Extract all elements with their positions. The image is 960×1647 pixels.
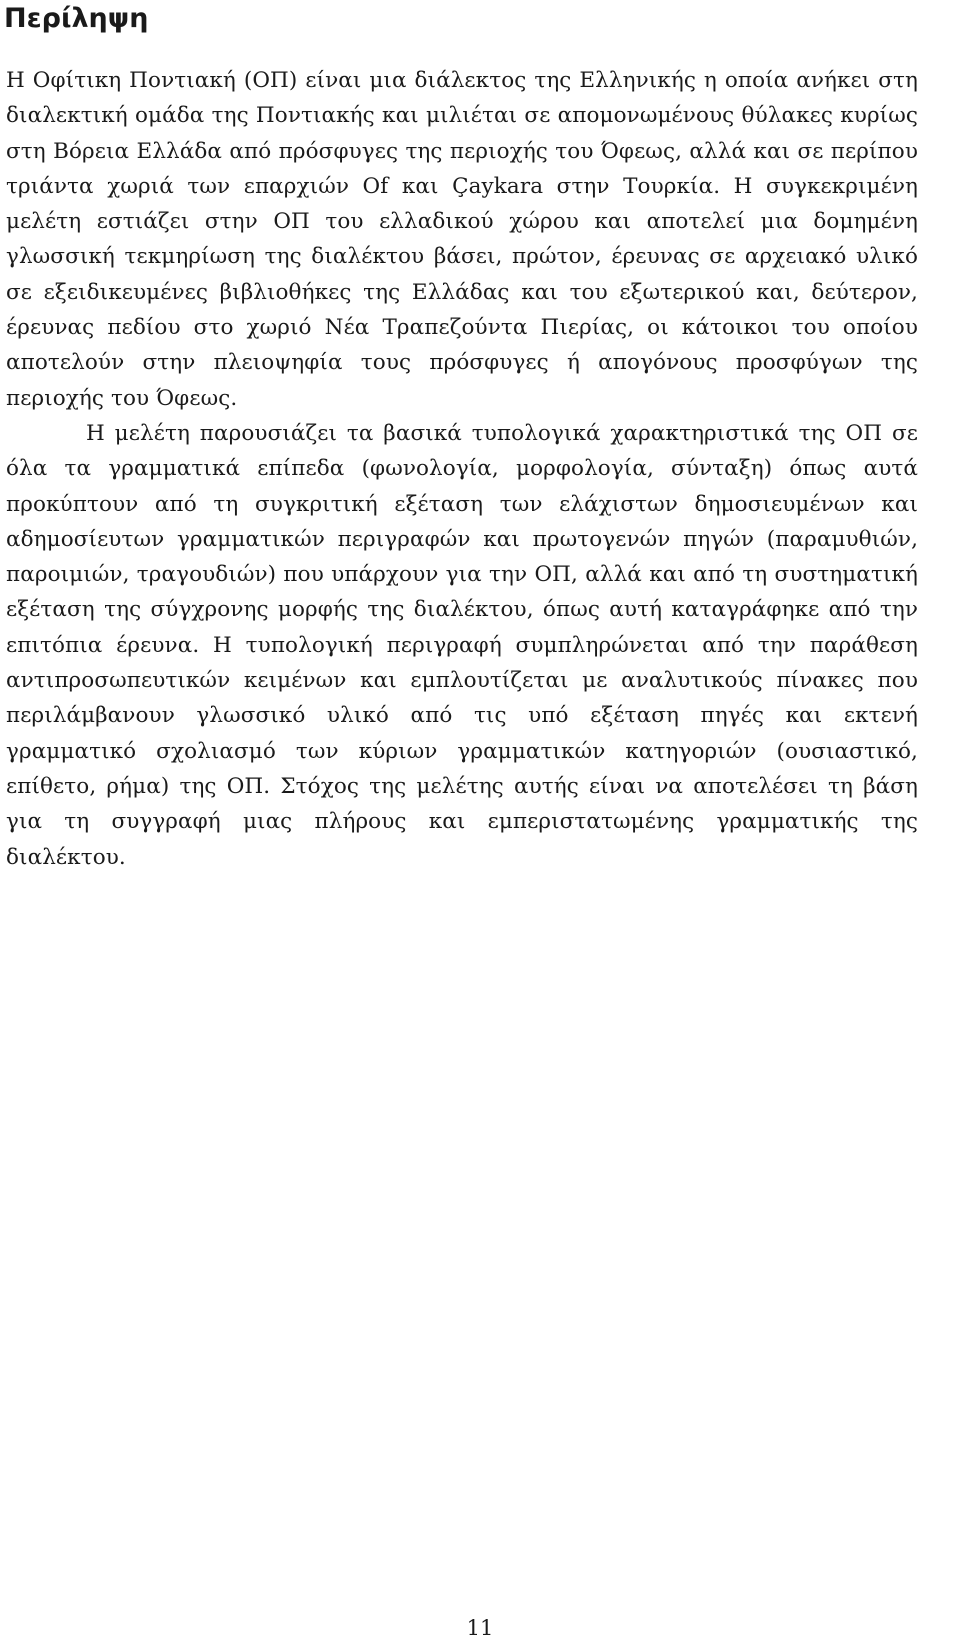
page-number: 11 [466,1616,494,1640]
abstract-paragraph-1: Η Οφίτικη Ποντιακή (ΟΠ) είναι μια διάλεκτος της Ελληνικής η οποία ανήκει στη διαλεκτική ομάδα της Ποντιακής και μιλιέται σε απομονωμένους θύλακες κυρίως στη Βόρεια Ελλάδα από πρόσφυγες της περιοχής του Όφεως, αλλά και σε περίπου τριάντα χωριά των επαρχιών Of και Çaykara στην Τουρκία. Η συγκεκριμένη μελέτη εστιάζει στην ΟΠ του ελλαδικού χώρου και αποτελεί μια δομημένη γλωσσική τεκμηρίωση της διαλέκτου βάσει, πρώτον, έρευνας σε αρχειακό υλικό σε εξειδικευμένες βιβλιοθήκες της Ελλάδας και του εξωτερικού και, δεύτερον, έρευνας πεδίου στο χωριό Νέα Τραπεζούντα Πιερίας, οι κάτοικοι του οποίου αποτελούν στην πλειοψηφία τους πρόσφυγες ή απογόνους προσφύγων της περιοχής του Όφεως. [6,68,918,411]
section-heading: Περίληψη [4,3,149,34]
abstract-paragraph-2: Η μελέτη παρουσιάζει τα βασικά τυπολογικά χαρακτηριστικά της ΟΠ σε όλα τα γραμματικά επίπεδα (φωνολογία, μορφολογία, σύνταξη) όπως αυτά προκύπτουν από τη συγκριτική εξέταση των ελάχιστων δημοσιευμένων και αδημοσίευτων γραμματικών περιγραφών και πρωτογενών πηγών (παραμυθιών, παροιμιών, τραγουδιών) που υπάρχουν για την ΟΠ, αλλά και από τη συστηματική εξέταση της σύγχρονης μορφής της διαλέκτου, όπως αυτή καταγράφηκε από την επιτόπια έρευνα. Η τυπολογική περιγραφή συμπληρώνεται από την παράθεση αντιπροσωπευτικών κειμένων και εμπλουτίζεται με αναλυτικούς πίνακες που περιλάμβανουν γλωσσικό υλικό από τις υπό εξέταση πηγές και εκτενή γραμματικό σχολιασμό των κύριων γραμματικών κατηγοριών (ουσιαστικό, επίθετο, ρήμα) της ΟΠ. Στόχος της μελέτης αυτής είναι να αποτελέσει τη βάση για τη συγγραφή μιας πλήρους και εμπεριστατωμένης γραμματικής της διαλέκτου. [6,420,918,870]
abstract-body [6,63,918,875]
